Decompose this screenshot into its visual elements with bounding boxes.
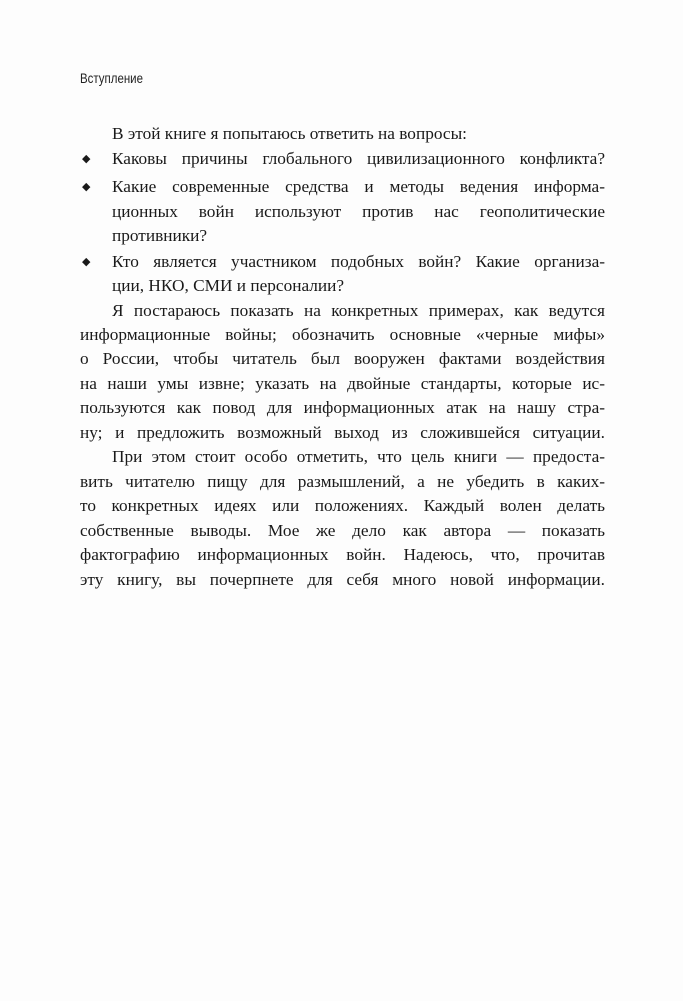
text-line: Каковы причины глобального цивилизационного конфликта? [112, 149, 605, 168]
text-line: ции, НКО, СМИ и персоналии? [112, 276, 345, 295]
bullet-diamond-icon: ◆ [82, 152, 91, 165]
text-line: о России, чтобы читатель был вооружен фактами воздействия [80, 349, 605, 368]
text-line: пользуются как повод для информационных атак на нашу стра- [80, 398, 605, 417]
text-line: Кто является участником подобных войн? Какие организа- [112, 252, 605, 271]
text-line: Я постараюсь показать на конкретных примерах, как ведутся [112, 301, 605, 320]
text-line: вить читателю пищу для размышлений, а не убедить в каких- [80, 472, 605, 491]
running-header: Вступление [80, 70, 143, 86]
text-line: В этой книге я попытаюсь ответить на вопросы: [112, 124, 467, 143]
text-line: Какие современные средства и методы ведения информа- [112, 177, 605, 196]
text-line: то конкретных идеях или положениях. Каждый волен делать [80, 496, 605, 515]
text-line: на наши умы извне; указать на двойные стандарты, которые ис- [80, 374, 605, 393]
bullet-diamond-icon: ◆ [82, 180, 91, 193]
text-line: При этом стоит особо отметить, что цель книги — предоста- [112, 447, 605, 466]
text-line: информационные войны; обозначить основные «черные мифы» [80, 325, 605, 344]
text-line: эту книгу, вы почерпнете для себя много новой информации. [80, 570, 605, 589]
bullet-diamond-icon: ◆ [82, 255, 91, 268]
text-line: фактографию информационных войн. Надеюсь, что, прочитав [80, 545, 605, 564]
text-line: ционных войн используют против нас геополитические [112, 202, 605, 221]
text-line: собственные выводы. Мое же дело как автора — показать [80, 521, 605, 540]
text-line: противники? [112, 226, 208, 245]
text-line: ну; и предложить возможный выход из сложившейся ситуации. [80, 423, 605, 442]
